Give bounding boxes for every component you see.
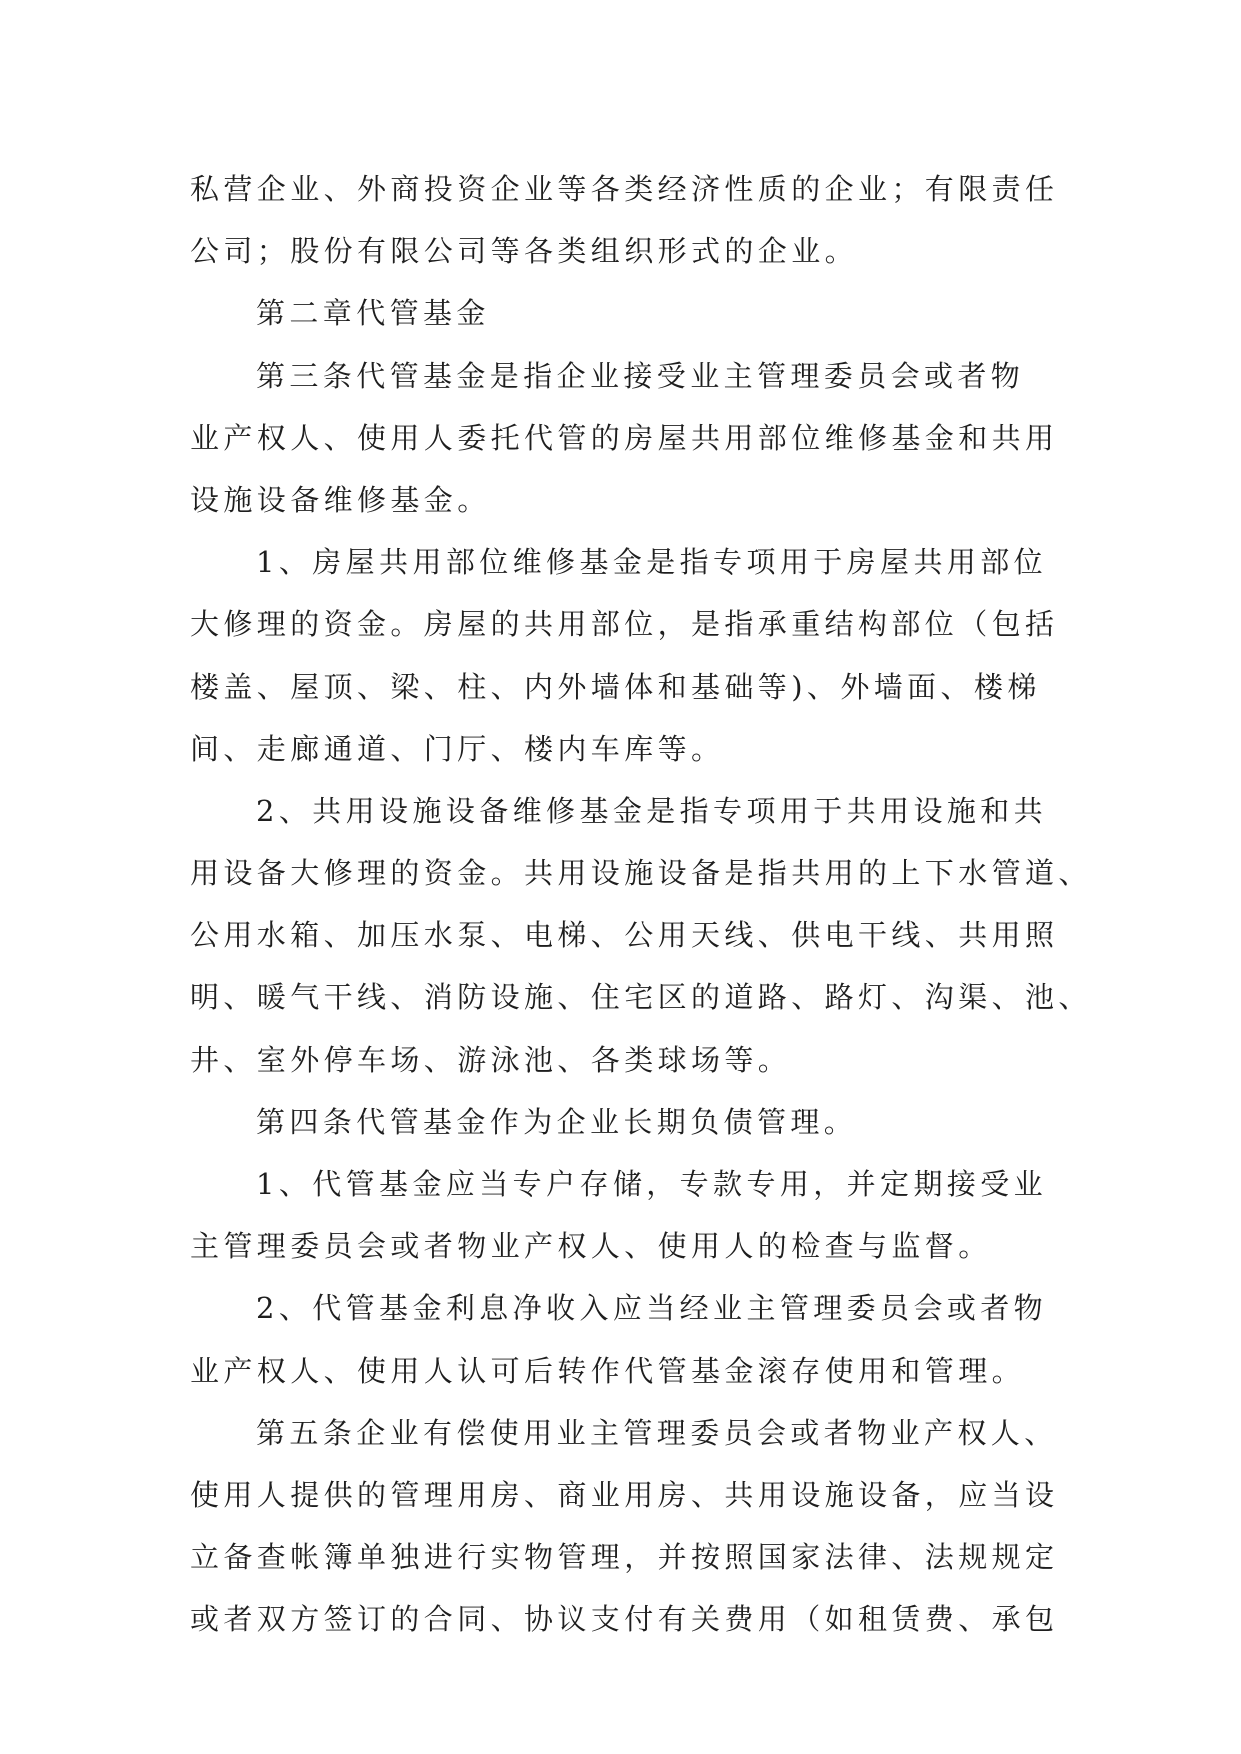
text-line: 1、房屋共用部位维修基金是指专项用于房屋共用部位: [256, 545, 1048, 580]
text-line: 2、代管基金利息净收入应当经业主管理委员会或者物: [256, 1291, 1048, 1326]
text-line: 公用水箱、加压水泵、电梯、公用天线、供电干线、共用照: [190, 918, 1059, 953]
text-line: 立备查帐簿单独进行实物管理，并按照国家法律、法规规定: [190, 1540, 1059, 1575]
text-line: 公司；股份有限公司等各类组织形式的企业。: [190, 234, 859, 269]
text-line: 2、共用设施设备维修基金是指专项用于共用设施和共: [256, 793, 1048, 828]
document-body: [190, 158, 1092, 1651]
text-line: 1、代管基金应当专户存储，专款专用，并定期接受业: [256, 1167, 1048, 1201]
text-line: 使用人提供的管理用房、商业用房、共用设施设备，应当设: [190, 1477, 1059, 1512]
text-line: 楼盖、屋顶、梁、柱、内外墙体和基础等)、外墙面、楼梯: [190, 669, 1041, 704]
text-line: 设施设备维修基金。: [190, 482, 491, 517]
text-line: 第五条企业有偿使用业主管理委员会或者物业产权人、: [256, 1415, 1058, 1450]
text-line: 井、室外停车场、游泳池、各类球场等。: [190, 1042, 792, 1077]
text-line: 私营企业、外商投资企业等各类经济性质的企业；有限责任: [190, 172, 1059, 206]
text-line: 大修理的资金。房屋的共用部位，是指承重结构部位（包括: [190, 607, 1059, 642]
text-line: 明、暖气干线、消防设施、住宅区的道路、路灯、沟渠、池、: [190, 980, 1092, 1015]
text-line: 第二章代管基金: [256, 296, 490, 331]
text-line: 间、走廊通道、门厅、楼内车库等。: [190, 731, 725, 766]
text-line: 第四条代管基金作为企业长期负债管理。: [256, 1104, 858, 1139]
text-line: 用设备大修理的资金。共用设施设备是指共用的上下水管道、: [190, 856, 1092, 891]
text-line: 业产权人、使用人认可后转作代管基金滚存使用和管理。: [190, 1353, 1026, 1388]
text-line: 业产权人、使用人委托代管的房屋共用部位维修基金和共用: [190, 420, 1059, 455]
text-line: 第三条代管基金是指企业接受业主管理委员会或者物: [256, 358, 1025, 393]
text-line: 主管理委员会或者物业产权人、使用人的检查与监督。: [190, 1229, 992, 1264]
text-line: 或者双方签订的合同、协议支付有关费用（如租赁费、承包: [190, 1602, 1059, 1637]
